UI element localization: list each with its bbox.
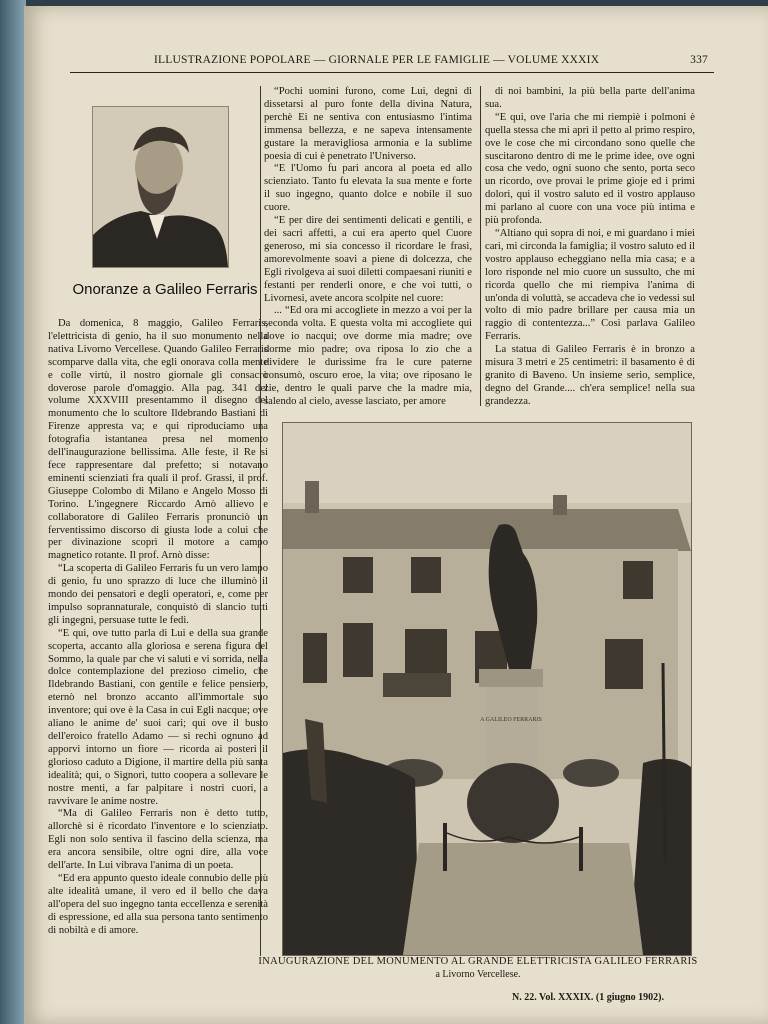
pedestal-inscription: A GALILEO FERRARIS: [480, 717, 542, 723]
middle-column-text: [264, 86, 472, 409]
photo-caption: [258, 956, 698, 980]
paragraph: “E qui, ove l'aria che mi riempiè i polmoni è quella stessa che mi aprì il petto al primo respiro, ove le cose che mi circondano sono quelle che suscitarono dentro di me le prime idee, ove ogni cosa che vedo, ogni suono che sento, porta seco un ricordo, ove provai le prime gioje ed i primi dolori, qui il vostro saluto ed il vostro applauso mi parlano al cuore con una voce più intima e più profonda.: [485, 111, 695, 227]
paragraph: “Ed era appunto questo ideale connubio delle più alte idealità umane, il vero ed il bello che dava all'opera del suo ingegno tanta eccellenza e serenità di espressione, ed alla sua persona tanto sentimento di nobiltà e di amore.: [48, 872, 268, 936]
paragraph: “E per dire dei sentimenti delicati e gentili, e dei sacri affetti, a cui era aperto quel Cuore generoso, mi sia concesso il ricordare le frasi, amorevolmente soavi a piene di dolcezza, che Egli rivolgeva ai suoi diletti compaesani riuniti e festanti per renderli onore, e che voi tutti, o Livornesi, avete ancora scolpite nel cuore:: [264, 215, 472, 304]
monument-photograph: [282, 422, 692, 956]
publication-title: ILLUSTRAZIONE POPOLARE — GIORNALE PER LE FAMIGLIE — VOLUME XXXIX: [154, 54, 600, 66]
paragraph: “Ma di Galileo Ferraris non è detto tutto, allorchè si è ricordato l'inventore e lo scienziato. Egli non solo sentiva il fascino della scienza, ma era ancora sensibile, oltre ogni dire, alla voce dell'arte. In Lui vibrava l'anima di un poeta.: [48, 808, 268, 872]
portrait-engraving: [92, 106, 229, 268]
paragraph: “Pochi uomini furono, come Lui, degni di dissetarsi al puro fonte della divina Natura, perchè Ei ne sentiva con entusiasmo l'intima immensa bellezza, e ne sapeva intensamente gustare la meravigliosa armonia e la sublime poesia di cui è penetrato l'Universo.: [264, 86, 472, 162]
page-number: 337: [690, 54, 708, 66]
monument-scene: [283, 423, 691, 955]
header-rule: [70, 72, 714, 73]
paragraph: di noi bambini, la più bella parte dell'anima sua.: [485, 86, 695, 110]
paragraph: “Altiano qui sopra di noi, e mi guardano i miei cari, mi circonda la famiglia; il vostro saluto ed il vostro applauso echeggiano nella mia casa; e a loro risponde nel mio cuore un sussulto, che mi ricorda quello che mi riempiva l'anima di un'onda di voluttà, se accadeva che io vedessi sul volto di mio padre brillare per causa mia un raggio di contentezza...” Così parlava Galileo Ferraris.: [485, 227, 695, 343]
paragraph: ... “Ed ora mi accogliete in mezzo a voi per la seconda volta. E questa volta mi accogliete qui dove io nacqui; ove dorme mia madre; ove dorme mio padre; ova riposa lo zio che a dividere le durissime fra le cure paterne consumò, oscuro eroe, la vita; ove riposano le zie, dentro le quali parve che la madre mia, salendo al cielo, avesse lasciato, per amore: [264, 305, 472, 407]
blue-binding-edge: [0, 0, 26, 1024]
paragraph: Da domenica, 8 maggio, Galileo Ferraris, l'elettricista di genio, ha il suo monumento nella nativa Livorno Vercellese. Quando Galileo Ferraris scomparve dalla vita, che egli onorava colla mente e colle virtù, il nostro giornale gli consacrò doverose parole d'omaggio. Alla pag. 341 del volume XXXVIII presentammo il disegno del monumento che lo scultore Ildebrando Bastiani di Firenze appresta va; e qui riproduciamo una fotografia istantanea presa nel momento dell'inaugurazione bellissima. Alle feste, il Re si fece rappresentare dal prefetto; si notavano eminenti scienziati fra quali il prof. Grassi, il prof. Giuseppe Colombo di Milano e Angelo Mosso di Torino. L'ingegnere Riccardo Arnò allievo e collaboratore di Galileo Ferraris pronunciò un ferventissimo discorso di giusta lode a colui che per divinazione scoprì il motore a campo magnetico rotante. Il prof. Arnò disse:: [48, 318, 268, 562]
left-column-text: [48, 318, 268, 938]
paragraph: La statua di Galileo Ferraris è in bronzo a misura 3 metri e 25 centimetri: il basamento è di granito di Baveno. Un insieme serio, semplice, degno del Grande.... ch'era semplice! nella sua grandezza.: [485, 344, 695, 407]
caption-title: INAUGURAZIONE DEL MONUMENTO AL GRANDE ELETTRICISTA GALILEO FERRARIS: [258, 956, 698, 967]
paragraph: “E qui, ove tutto parla di Lui e della sua grande scoperta, accanto alla gloriosa e serena figura del Sommo, la quale par che vi saluti e vi sorrida, nella dolce contemplazione del prezioso cimelio, che Ildebrando Bastiani, con gentile e felice pensiero, eternò nel bronzo accanto all'immortale suo inventore; qui ove è la Casa in cui Egli nacque; ove aliano le anime de' suoi cari; qui ove il busto dell'eroico fratello Adamo — si rechi ognuno ad apporvi intorno un fiore — ricorda ai posteri il glorioso caduto a Digione, il martire della più santa idealità; qui, o Signori, tutto coopera a sollevare le nostre menti, a far palpitare i nostri cuori, a ravvivare le anime nostre.: [48, 627, 268, 807]
column-divider-right: [480, 86, 481, 406]
paragraph: “E l'Uomo fu pari ancora al poeta ed allo scienziato. Tanto fu elevata la sua mente e forte il suo ingegno, quanto dolce e nobile il suo cuore.: [264, 163, 472, 214]
paragraph: “La scoperta di Galileo Ferraris fu un vero lampo di genio, fu uno sprazzo di luce che illuminò il mondo dei pensatori e degli operatori, e, come per impulso soprannaturale, conquistò di slancio tutti gli ingegni, persuase tutte le fedi.: [48, 563, 268, 626]
newspaper-page: [24, 6, 768, 1024]
running-header: [54, 54, 750, 72]
issue-reference: N. 22. Vol. XXXIX. (1 giugno 1902).: [512, 992, 664, 1003]
portrait-figure: [93, 107, 228, 267]
article-title: Onoranze a Galileo Ferraris: [72, 281, 258, 298]
caption-location: a Livorno Vercellese.: [435, 969, 521, 980]
right-column-text: [485, 86, 695, 409]
